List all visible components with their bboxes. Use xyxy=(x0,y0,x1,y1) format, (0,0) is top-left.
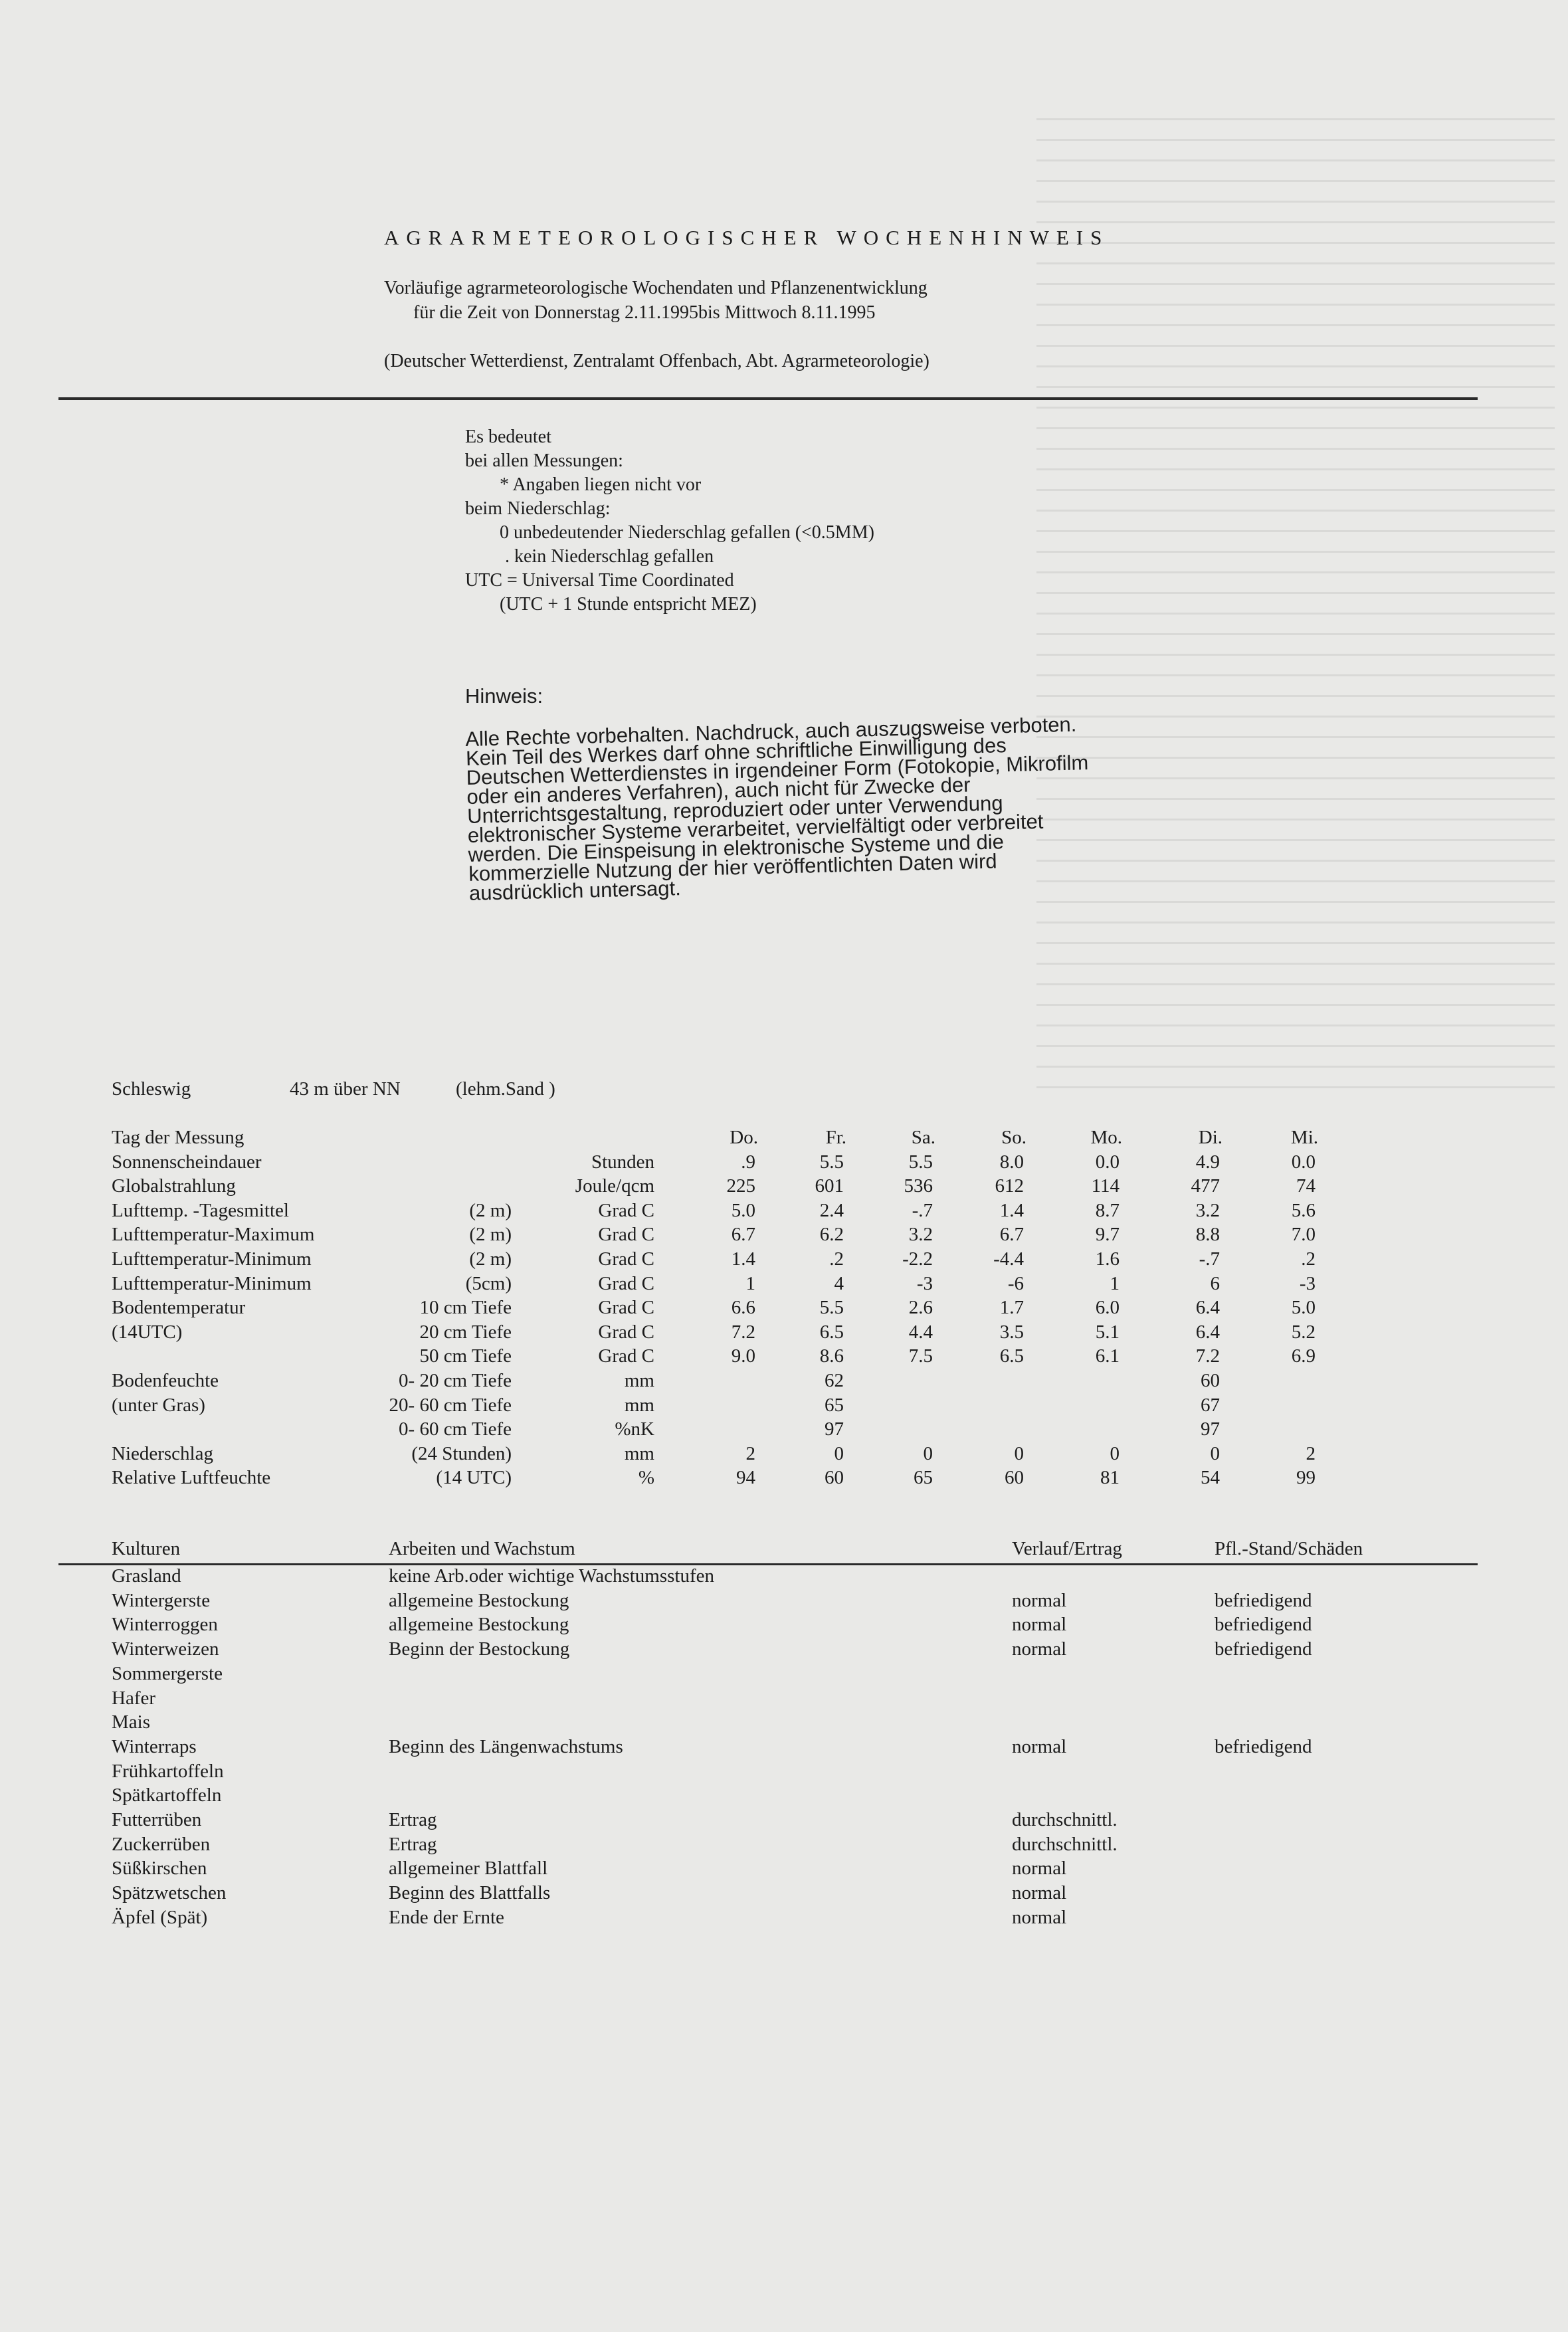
measure-value: 1.7 xyxy=(999,1297,1024,1319)
crop-name: Winterroggen xyxy=(112,1614,218,1636)
crops-divider xyxy=(58,1563,1478,1565)
measure-value: 6.6 xyxy=(731,1297,755,1319)
measure-value: .9 xyxy=(741,1151,755,1173)
measure-name: Bodentemperatur xyxy=(112,1297,246,1319)
measure-value: 6.7 xyxy=(999,1224,1024,1246)
measure-value: 1.4 xyxy=(999,1199,1024,1221)
measure-unit: Stunden xyxy=(591,1151,654,1173)
crop-name: Spätkartoffeln xyxy=(112,1785,222,1806)
crop-cell: Beginn des Längenwachstums xyxy=(389,1735,623,1757)
legend-line: bei allen Messungen: xyxy=(465,450,623,471)
measure-value: 5.5 xyxy=(819,1297,844,1319)
measure-value: 2.4 xyxy=(819,1199,844,1221)
measure-value: 8.8 xyxy=(1195,1224,1220,1246)
measure-value: 1.6 xyxy=(1095,1248,1120,1270)
legend-line: (UTC + 1 Stunde entspricht MEZ) xyxy=(500,594,757,615)
measure-value: 8.0 xyxy=(999,1151,1024,1173)
measure-unit: Grad C xyxy=(598,1224,654,1246)
measure-value: 60 xyxy=(1005,1467,1024,1489)
measure-sub: 0- 60 cm Tiefe xyxy=(399,1418,512,1440)
crops-header: Verlauf/Ertrag xyxy=(1012,1538,1122,1559)
station-soil: (lehm.Sand ) xyxy=(456,1078,555,1100)
measure-value: 225 xyxy=(726,1175,755,1197)
day-header: Mo. xyxy=(1090,1127,1122,1148)
measure-value: 3.2 xyxy=(1195,1199,1220,1221)
measure-value: 5.0 xyxy=(731,1199,755,1221)
measure-value: 60 xyxy=(1201,1370,1220,1391)
measure-value: .2 xyxy=(829,1248,844,1270)
measure-unit: Grad C xyxy=(598,1248,654,1270)
measure-value: 0 xyxy=(923,1442,933,1464)
measure-unit: %nK xyxy=(615,1418,654,1440)
measure-value: 7.5 xyxy=(908,1345,933,1367)
crop-cell: keine Arb.oder wichtige Wachstumsstufen xyxy=(389,1565,715,1587)
measure-value: 62 xyxy=(825,1370,844,1391)
crop-cell: normal xyxy=(1012,1638,1067,1660)
measure-sub: (2 m) xyxy=(469,1248,512,1270)
measure-value: 99 xyxy=(1296,1467,1316,1489)
measure-value: 601 xyxy=(815,1175,844,1197)
crop-cell: befriedigend xyxy=(1215,1589,1312,1611)
measure-value: 0 xyxy=(1014,1442,1024,1464)
measure-value: 477 xyxy=(1191,1175,1220,1197)
crop-name: Winterweizen xyxy=(112,1638,219,1660)
measure-value: 612 xyxy=(995,1175,1024,1197)
measure-name: Sonnenscheindauer xyxy=(112,1151,262,1173)
measure-value: -3 xyxy=(1299,1272,1316,1294)
measure-value: -6 xyxy=(1007,1272,1024,1294)
crop-name: Mais xyxy=(112,1711,150,1733)
measure-value: .2 xyxy=(1301,1248,1316,1270)
crop-cell: durchschnittl. xyxy=(1012,1833,1118,1855)
measure-value: 94 xyxy=(736,1467,755,1489)
measure-name: Lufttemperatur-Maximum xyxy=(112,1224,315,1246)
measure-name: Bodenfeuchte xyxy=(112,1370,219,1391)
crops-header: Kulturen xyxy=(112,1538,181,1559)
measure-value: 0 xyxy=(1110,1442,1120,1464)
crop-name: Süßkirschen xyxy=(112,1858,207,1880)
day-header: Di. xyxy=(1198,1127,1223,1148)
measure-value: 74 xyxy=(1296,1175,1316,1197)
measure-unit: Grad C xyxy=(598,1297,654,1319)
legend-line: UTC = Universal Time Coordinated xyxy=(465,570,734,591)
measure-value: 1 xyxy=(745,1272,755,1294)
measure-sub: 20 cm Tiefe xyxy=(419,1321,512,1343)
crop-cell: normal xyxy=(1012,1906,1067,1928)
measure-sub: (14 UTC) xyxy=(436,1467,512,1489)
measure-value: 2.6 xyxy=(908,1297,933,1319)
crop-cell: normal xyxy=(1012,1589,1067,1611)
measure-name: Niederschlag xyxy=(112,1442,213,1464)
hinweis-label: Hinweis: xyxy=(465,684,543,708)
measure-value: 67 xyxy=(1201,1394,1220,1416)
measure-name: Lufttemperatur-Minimum xyxy=(112,1248,312,1270)
hinweis-text: Alle Rechte vorbehalten. Nachdruck, auch auszugsweise verboten. Kein Teil des Werkes darf ohne schriftliche Einwilligung des Deutschen Wetterdienstes in irgendeiner Form (Fotokopie, Mikrofilm oder ein anderes Verfahren), auch nicht für Zwecke der Unterrichtsgestaltung, reproduziert oder unter Verwendung elektronischer Systeme verarbeitet, vervielfältigt oder verbreitet werden. Die Einspeisung in elektronische Systeme und die kommerzielle Nutzung der hier veröffentlichten Daten wird ausdrücklich untersagt. xyxy=(464,712,1089,905)
day-header: So. xyxy=(1001,1127,1027,1148)
measure-value: -.7 xyxy=(1199,1248,1220,1270)
measure-value: 9.7 xyxy=(1095,1224,1120,1246)
measure-value: 6.7 xyxy=(731,1224,755,1246)
measure-unit: Grad C xyxy=(598,1272,654,1294)
measure-name: Relative Luftfeuchte xyxy=(112,1467,271,1489)
crop-name: Wintergerste xyxy=(112,1589,211,1611)
crop-name: Sommergerste xyxy=(112,1662,223,1684)
crop-cell: Ende der Ernte xyxy=(389,1906,504,1928)
measure-value: 60 xyxy=(825,1467,844,1489)
crop-cell: normal xyxy=(1012,1735,1067,1757)
measure-name: Lufttemperatur-Minimum xyxy=(112,1272,312,1294)
measure-unit: Joule/qcm xyxy=(575,1175,654,1197)
measure-sub: 10 cm Tiefe xyxy=(419,1297,512,1319)
measure-value: -3 xyxy=(916,1272,933,1294)
station-name: Schleswig xyxy=(112,1078,191,1100)
crop-cell: normal xyxy=(1012,1614,1067,1636)
day-header: Do. xyxy=(730,1127,758,1148)
crop-name: Spätzwetschen xyxy=(112,1882,227,1904)
crop-cell: allgemeine Bestockung xyxy=(389,1589,569,1611)
day-header: Fr. xyxy=(825,1127,846,1148)
header-line-2: für die Zeit von Donnerstag 2.11.1995bis Mittwoch 8.11.1995 xyxy=(413,302,876,323)
measure-value: 5.5 xyxy=(908,1151,933,1173)
measure-value: 97 xyxy=(825,1418,844,1440)
measure-value: 6.0 xyxy=(1095,1297,1120,1319)
measure-value: 5.5 xyxy=(819,1151,844,1173)
crop-name: Winterraps xyxy=(112,1735,197,1757)
measure-sub: (2 m) xyxy=(469,1199,512,1221)
measure-unit: % xyxy=(638,1467,654,1489)
measure-value: 4 xyxy=(834,1272,844,1294)
day-label: Tag der Messung xyxy=(112,1127,245,1148)
measure-value: 5.2 xyxy=(1291,1321,1316,1343)
legend-line: beim Niederschlag: xyxy=(465,498,611,519)
measure-value: 2 xyxy=(1306,1442,1316,1464)
measure-value: 0 xyxy=(1210,1442,1220,1464)
crop-cell: Ertrag xyxy=(389,1809,437,1830)
measure-value: 6 xyxy=(1210,1272,1220,1294)
measure-value: 7.2 xyxy=(1195,1345,1220,1367)
crop-cell: befriedigend xyxy=(1215,1638,1312,1660)
crop-cell: normal xyxy=(1012,1882,1067,1904)
measure-name: (unter Gras) xyxy=(112,1394,205,1416)
station-height: 43 m über NN xyxy=(290,1078,401,1100)
measure-value: 5.1 xyxy=(1095,1321,1120,1343)
measure-name: Lufttemp. -Tagesmittel xyxy=(112,1199,289,1221)
header-divider xyxy=(58,397,1478,400)
measure-unit: mm xyxy=(624,1394,654,1416)
measure-value: 6.2 xyxy=(819,1224,844,1246)
crop-cell: allgemeine Bestockung xyxy=(389,1614,569,1636)
crop-cell: Ertrag xyxy=(389,1833,437,1855)
crop-name: Grasland xyxy=(112,1565,181,1587)
crop-name: Hafer xyxy=(112,1687,156,1709)
crop-name: Zuckerrüben xyxy=(112,1833,211,1855)
measure-value: 536 xyxy=(904,1175,933,1197)
measure-value: 6.9 xyxy=(1291,1345,1316,1367)
crop-cell: allgemeiner Blattfall xyxy=(389,1858,548,1880)
measure-sub: 0- 20 cm Tiefe xyxy=(399,1370,512,1391)
crop-name: Äpfel (Spät) xyxy=(112,1906,208,1928)
measure-value: 0.0 xyxy=(1095,1151,1120,1173)
document-title: AGRARMETEOROLOGISCHER WOCHENHINWEIS xyxy=(384,226,1110,249)
crop-cell: Beginn des Blattfalls xyxy=(389,1882,551,1904)
measure-value: 114 xyxy=(1091,1175,1120,1197)
measure-value: 8.6 xyxy=(819,1345,844,1367)
measure-value: 6.5 xyxy=(999,1345,1024,1367)
measure-unit: Grad C xyxy=(598,1321,654,1343)
measure-unit: mm xyxy=(624,1442,654,1464)
crops-header: Arbeiten und Wachstum xyxy=(389,1538,575,1559)
crop-cell: durchschnittl. xyxy=(1012,1809,1118,1830)
measure-value: 54 xyxy=(1201,1467,1220,1489)
measure-value: 4.9 xyxy=(1195,1151,1220,1173)
measure-unit: mm xyxy=(624,1370,654,1391)
measure-value: 3.2 xyxy=(908,1224,933,1246)
crop-name: Frühkartoffeln xyxy=(112,1760,224,1782)
measure-value: 6.1 xyxy=(1095,1345,1120,1367)
day-header: Mi. xyxy=(1290,1127,1318,1148)
measure-sub: 50 cm Tiefe xyxy=(419,1345,512,1367)
measure-value: -.7 xyxy=(912,1199,933,1221)
measure-unit: Grad C xyxy=(598,1345,654,1367)
crops-header: Pfl.-Stand/Schäden xyxy=(1215,1538,1363,1559)
measure-value: 0.0 xyxy=(1291,1151,1316,1173)
measure-value: 1.4 xyxy=(731,1248,755,1270)
measure-name: (14UTC) xyxy=(112,1321,183,1343)
measure-value: -2.2 xyxy=(902,1248,933,1270)
measure-value: 65 xyxy=(825,1394,844,1416)
measure-value: 5.0 xyxy=(1291,1297,1316,1319)
legend-line: 0 unbedeutender Niederschlag gefallen (<0.5MM) xyxy=(500,522,874,543)
measure-value: 7.2 xyxy=(731,1321,755,1343)
crop-cell: befriedigend xyxy=(1215,1735,1312,1757)
measure-value: 6.5 xyxy=(819,1321,844,1343)
measure-value: 8.7 xyxy=(1095,1199,1120,1221)
measure-value: 6.4 xyxy=(1195,1321,1220,1343)
measure-sub: (5cm) xyxy=(465,1272,512,1294)
crop-cell: befriedigend xyxy=(1215,1614,1312,1636)
bleed-through-texture xyxy=(1036,100,1555,1096)
measure-value: 5.6 xyxy=(1291,1199,1316,1221)
measure-value: 0 xyxy=(834,1442,844,1464)
measure-value: 65 xyxy=(914,1467,933,1489)
day-header: Sa. xyxy=(911,1127,935,1148)
measure-value: -4.4 xyxy=(993,1248,1024,1270)
crop-cell: Beginn der Bestockung xyxy=(389,1638,570,1660)
crop-name: Futterrüben xyxy=(112,1809,202,1830)
legend-line: Es bedeutet xyxy=(465,427,551,447)
measure-value: 3.5 xyxy=(999,1321,1024,1343)
measure-value: 7.0 xyxy=(1291,1224,1316,1246)
measure-sub: (2 m) xyxy=(469,1224,512,1246)
measure-sub: (24 Stunden) xyxy=(411,1442,512,1464)
measure-value: 6.4 xyxy=(1195,1297,1220,1319)
measure-value: 81 xyxy=(1100,1467,1120,1489)
measure-value: 9.0 xyxy=(731,1345,755,1367)
legend-line: . kein Niederschlag gefallen xyxy=(505,546,714,567)
measure-value: 2 xyxy=(745,1442,755,1464)
measure-value: 4.4 xyxy=(908,1321,933,1343)
header-line-1: Vorläufige agrarmeteorologische Wochendaten und Pflanzenentwicklung xyxy=(384,278,928,298)
measure-sub: 20- 60 cm Tiefe xyxy=(389,1394,512,1416)
measure-name: Globalstrahlung xyxy=(112,1175,236,1197)
measure-value: 1 xyxy=(1110,1272,1120,1294)
measure-value: 97 xyxy=(1201,1418,1220,1440)
measure-unit: Grad C xyxy=(598,1199,654,1221)
header-line-3: (Deutscher Wetterdienst, Zentralamt Offenbach, Abt. Agrarmeteorologie) xyxy=(384,351,930,371)
crop-cell: normal xyxy=(1012,1858,1067,1880)
legend-line: * Angaben liegen nicht vor xyxy=(500,474,702,495)
